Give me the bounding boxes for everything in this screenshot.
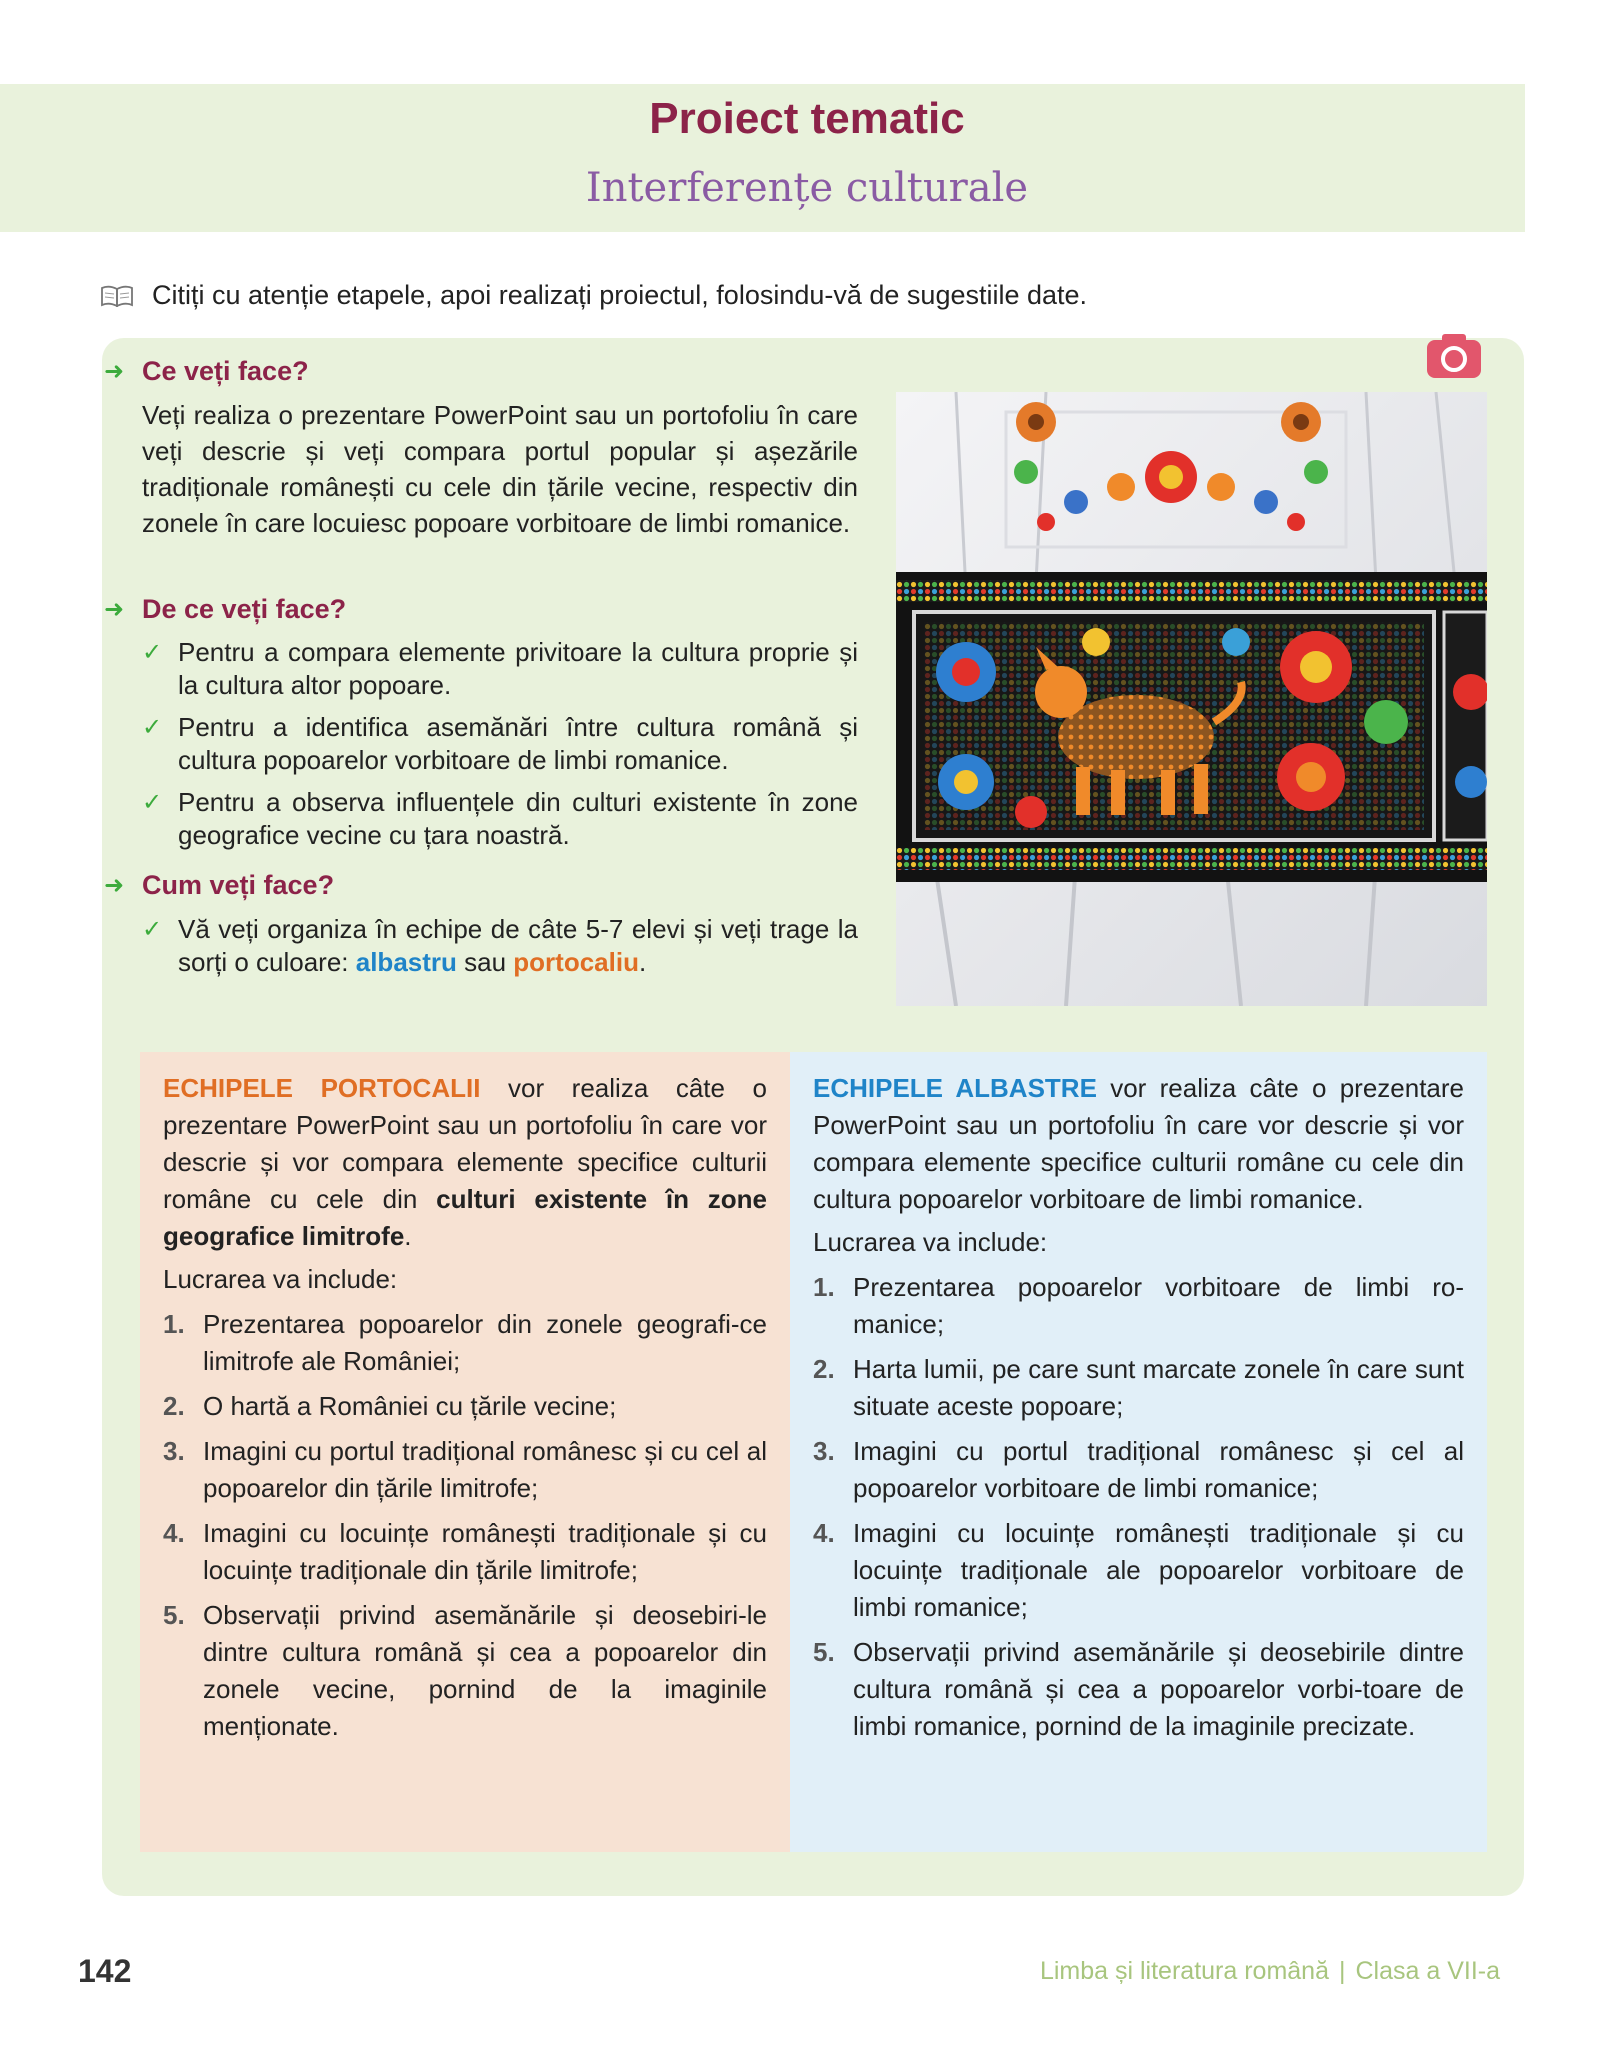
- footer-subject: Limba și literatura română: [1039, 1957, 1329, 1985]
- list-item: 5. Observații privind asemănările și deosebiri-le dintre cultura română și cea a popoarelor din zonele vecine, pornind de la imaginile menționate.: [163, 1600, 767, 1741]
- camera-icon: [1427, 334, 1481, 378]
- why-item: ✓ Pentru a identifica asemănări între cultura română și cultura popoarelor vorbitoare de limbi romanice.: [142, 712, 858, 775]
- why-item: ✓ Pentru a compara elemente privitoare la cultura proprie și la cultura altor popoare.: [142, 637, 858, 700]
- how-item: ✓ Vă veți organiza în echipe de câte 5-7 elevi și veți trage la sorți o culoare: albastru sau portocaliu.: [142, 914, 858, 977]
- book-icon: [100, 285, 134, 307]
- section-heading-why: ➜ De ce veți face?: [104, 594, 347, 624]
- arrow-right-icon: ➜: [104, 358, 125, 385]
- blue-team-label: ECHIPELE ALBASTRE: [813, 1073, 1097, 1103]
- footer-separator: |: [1338, 1957, 1346, 1985]
- blue-team-list: [813, 1269, 1464, 1745]
- list-item: 2. O hartă a României cu țările vecine;: [163, 1391, 617, 1421]
- orange-team-label: ECHIPELE PORTOCALII: [163, 1073, 481, 1103]
- list-item: 4. Imagini cu locuințe românești tradiționale și cu locuințe tradiționale ale popoarelor vorbitoare de limbi romanice;: [813, 1518, 1464, 1622]
- arrow-right-icon: ➜: [104, 872, 125, 899]
- footer-course: [1040, 1957, 1500, 1986]
- page-subtitle: Interferențe culturale: [585, 165, 1029, 211]
- orange-team-intro: ECHIPELE PORTOCALII vor realiza câte o prezentare PowerPoint sau un portofoliu în care vor descrie și vor compara elemente specifice culturii române cu cele din culturi existente în zone geografice limitrofe.: [163, 1073, 768, 1251]
- page-number: 142: [78, 1953, 132, 1989]
- orange-team-list: [163, 1306, 767, 1745]
- folk-costume-photo: [896, 392, 1487, 1006]
- list-item: 5. Observații privind asemănările și deosebirile dintre cultura română și cea a popoarelor vorbi-toare de limbi romanice, pornind de la imaginile precizate.: [813, 1637, 1464, 1741]
- blue-team-box: [790, 1052, 1487, 1852]
- check-icon: ✓: [142, 639, 163, 666]
- blue-team-intro: ECHIPELE ALBASTRE vor realiza câte o prezentare PowerPoint sau un portofoliu în care vor descrie și vor compara elemente specifice culturii române cu cele din cultura popoarelor vorbitoare de limbi romanice.: [813, 1073, 1465, 1214]
- check-icon: ✓: [142, 916, 163, 943]
- orange-include-label: Lucrarea va include:: [163, 1264, 398, 1294]
- check-icon: ✓: [142, 714, 163, 741]
- why-item: ✓ Pentru a observa influențele din culturi existente în zone geografice vecine cu țara noastră.: [142, 787, 858, 850]
- orange-team-box: [140, 1052, 790, 1852]
- list-item: 1. Prezentarea popoarelor vorbitoare de limbi ro-manice;: [813, 1272, 1464, 1339]
- list-item: 3. Imagini cu portul tradițional românesc și cu cel al popoarelor din țările limitrofe;: [163, 1436, 767, 1503]
- footer-grade: Clasa a VII-a: [1355, 1957, 1500, 1985]
- list-item: 2. Harta lumii, pe care sunt marcate zonele în care sunt situate aceste popoare;: [813, 1354, 1464, 1421]
- check-icon: ✓: [142, 789, 163, 816]
- section-heading-how: ➜ Cum veți face?: [104, 870, 335, 900]
- blue-include-label: Lucrarea va include:: [813, 1227, 1048, 1257]
- instruction-line: [100, 280, 1400, 311]
- instruction-text: Citiți cu atenție etapele, apoi realizați proiectul, folosindu-vă de sugestiile date.: [152, 280, 1088, 310]
- list-item: 4. Imagini cu locuințe românești tradiționale și cu locuințe tradiționale din țările limitrofe;: [163, 1518, 767, 1585]
- arrow-right-icon: ➜: [104, 596, 125, 623]
- list-item: 1. Prezentarea popoarelor din zonele geografi-ce limitrofe ale României;: [163, 1309, 767, 1376]
- section-heading-what: ➜ Ce veți face?: [104, 356, 309, 386]
- color-blue-word: albastru: [355, 947, 457, 977]
- page-title: Proiect tematic: [649, 94, 965, 143]
- section-what-text: Veți realiza o prezentare PowerPoint sau un portofoliu în care veți descrie și veți compara portul popular și așezările tradiționale românești cu cele din țările vecine, respectiv din zonele în care locuiesc popoare vorbitoare de limbi romanice.: [142, 400, 858, 538]
- color-orange-word: portocaliu: [513, 947, 639, 977]
- list-item: 3. Imagini cu portul tradițional românesc și cel al popoarelor vorbitoare de limbi romanice;: [813, 1436, 1464, 1503]
